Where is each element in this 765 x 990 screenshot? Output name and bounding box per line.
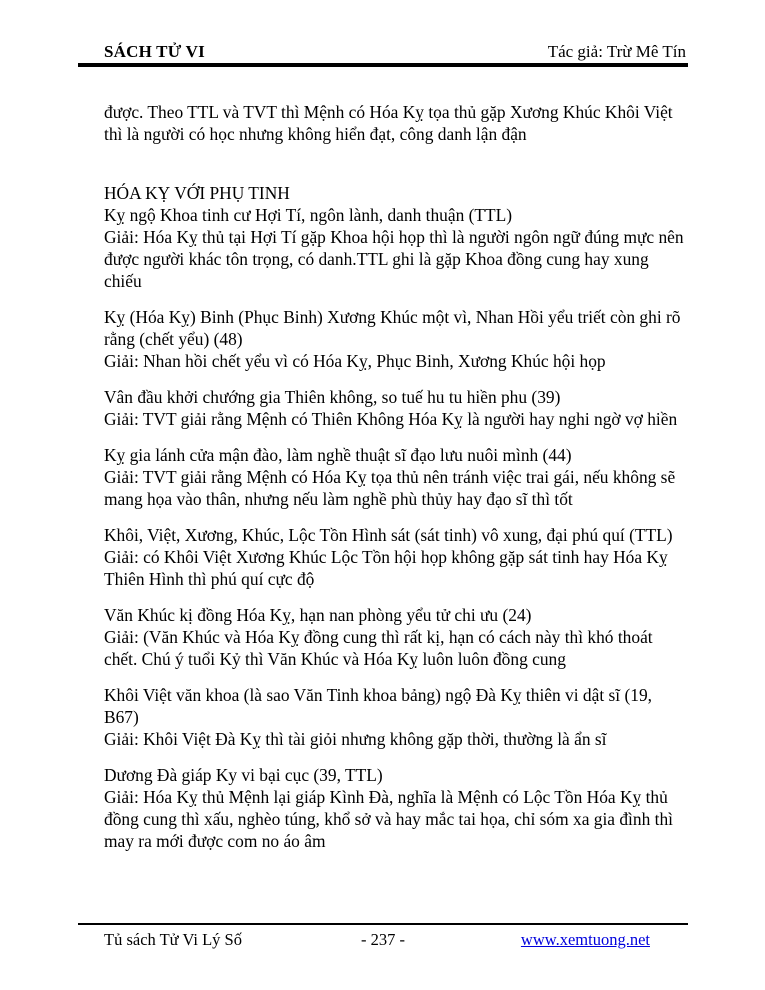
explanation-text: Giải: Hóa Kỵ thủ Mệnh lại giáp Kình Đà, nghĩa là Mệnh có Lộc Tồn Hóa Kỵ thủ đồng cung thì xấu, nghèo túng, khổ sở và hay mắc tai họa, chỉ sóm xa gia đình thì may ra mới được com no áo âm bbox=[104, 787, 673, 851]
explanation-text: Giải: có Khôi Việt Xương Khúc Lộc Tồn hội họp không gặp sát tinh hay Hóa Kỵ Thiên Hình thì phú quí cực độ bbox=[104, 547, 668, 589]
header-rule bbox=[78, 63, 688, 67]
verse-line: Dương Đà giáp Ky vi bại cục (39, TTL) bbox=[104, 765, 383, 785]
verse-line: Kỵ ngộ Khoa tinh cư Hợi Tí, ngôn lành, danh thuận (TTL) bbox=[104, 205, 513, 225]
entry bbox=[104, 204, 688, 292]
explanation-text: Giải: Hóa Kỵ thủ tại Hợi Tí gặp Khoa hội họp thì là người ngôn ngữ đúng mực nên được người khác tôn trọng, có danh.TTL ghi là gặp Khoa đồng cung hay xung chiếu bbox=[104, 227, 684, 291]
book-title: SÁCH TỬ VI bbox=[104, 42, 205, 61]
explanation-text: Giải: TVT giải rằng Mệnh có Thiên Không Hóa Kỵ là người hay nghi ngờ vợ hiền bbox=[104, 409, 678, 429]
verse-line: Văn Khúc kị đồng Hóa Kỵ, hạn nan phòng yểu tử chi ưu (24) bbox=[104, 605, 532, 625]
author-credit: Tác giả: Trừ Mê Tín bbox=[547, 42, 686, 61]
document-body bbox=[104, 101, 688, 852]
entry bbox=[104, 764, 688, 852]
verse-line: Kỵ (Hóa Kỵ) Binh (Phục Binh) Xương Khúc một vì, Nhan Hồi yểu triết còn ghi rõ rằng (chết yểu) (48) bbox=[104, 307, 681, 349]
entry bbox=[104, 684, 688, 750]
entry bbox=[104, 524, 688, 590]
verse-line: Kỵ gia lánh cửa mận đào, làm nghề thuật sĩ đạo lưu nuôi mình (44) bbox=[104, 445, 572, 465]
website-link[interactable]: www.xemtuong.net bbox=[520, 930, 650, 949]
explanation-text: Giải: Nhan hồi chết yểu vì có Hóa Kỵ, Phục Binh, Xương Khúc hội họp bbox=[104, 351, 606, 371]
entry bbox=[104, 604, 688, 670]
verse-line: Khôi Việt văn khoa (là sao Văn Tinh khoa bảng) ngộ Đà Kỵ thiên vi dật sĩ (19, B67) bbox=[104, 685, 652, 727]
footer-rule bbox=[78, 923, 688, 925]
explanation-text: Giải: TVT giải rằng Mệnh có Hóa Kỵ tọa thủ nên tránh việc trai gái, nếu không sẽ mang họa vào thân, nhưng nếu làm nghề phù thủy hay đạo sĩ thì tốt bbox=[104, 467, 676, 509]
page-header bbox=[104, 42, 686, 62]
explanation-text: Giải: (Văn Khúc và Hóa Kỵ đồng cung thì rất kị, hạn có cách này thì khó thoát chết. Chú ý tuổi Kỷ thì Văn Khúc và Hóa Kỵ luôn luôn đồng cung bbox=[104, 627, 653, 669]
verse-line: Vân đầu khởi chướng gia Thiên không, so tuế hu tu hiền phu (39) bbox=[104, 387, 561, 407]
explanation-text: Giải: Khôi Việt Đà Kỵ thì tài giỏi nhưng không gặp thời, thường là ẩn sĩ bbox=[104, 729, 607, 749]
verse-line: Khôi, Việt, Xương, Khúc, Lộc Tồn Hình sát (sát tinh) vô xung, đại phú quí (TTL) bbox=[104, 525, 673, 545]
entry bbox=[104, 306, 688, 372]
section-heading: HÓA KỴ VỚI PHỤ TINH bbox=[104, 183, 290, 203]
entry bbox=[104, 386, 688, 430]
page-number: - 237 - bbox=[361, 930, 405, 949]
intro-paragraph: được. Theo TTL và TVT thì Mệnh có Hóa Kỵ tọa thủ gặp Xương Khúc Khôi Việt thì là người có học nhưng không hiển đạt, công danh lận đận bbox=[104, 102, 673, 144]
footer-series-title: Tủ sách Tử Vi Lý Số bbox=[104, 930, 242, 949]
entry bbox=[104, 444, 688, 510]
page-footer bbox=[78, 929, 688, 953]
